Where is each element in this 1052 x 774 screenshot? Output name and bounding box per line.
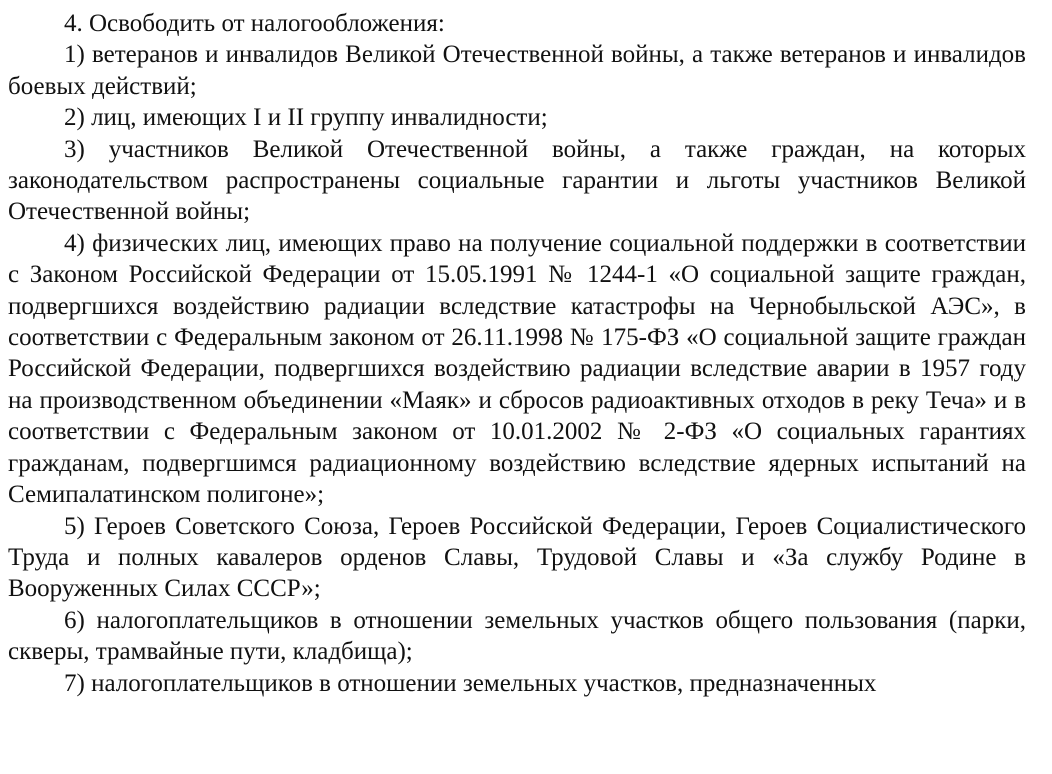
- list-item: 6) налогоплательщиков в отношении земельных участков общего пользования (парки, скверы, трамвайные пути, кладбища);: [8, 606, 1026, 666]
- list-item: 7) налогоплательщиков в отношении земельных участков, предназначенных: [64, 669, 877, 697]
- section-heading: 4. Освободить от налогообложения:: [64, 10, 445, 37]
- list-item: 4) физических лиц, имеющих право на получение социальной поддержки в соответствии с Законом Российской Федерации от 15.05.1991 № 1244-1 «О социальной защите граждан, подвергшихся воздействию радиации вследствие катастрофы на Чернобыльской АЭС», в соответствии с Федеральным законом от 26.11.1998 № 175-ФЗ «О социальной защите граждан Российской Федерации, подвергшихся воздействию радиации вследствие аварии в 1957 году на производственном объединении «Маяк» и сбросов радиоактивных отходов в реку Теча» и в соответствии с Федеральным законом от 10.01.2002 № 2-ФЗ «О социальных гарантиях гражданам, подвергшимся радиационному воздействию вследствие ядерных испытаний на Семипалатинском полигоне»;: [8, 229, 1026, 509]
- list-item: 2) лиц, имеющих I и II группу инвалидности;: [64, 104, 548, 132]
- list-item: 3) участников Великой Отечественной войны, а также граждан, на которых законодательством распространены социальные гарантии и льготы участников Великой Отечественной войны;: [8, 135, 1026, 226]
- list-item: 1) ветеранов и инвалидов Великой Отечественной войны, а также ветеранов и инвалидов боевых действий;: [8, 41, 1026, 100]
- list-item: 5) Героев Советского Союза, Героев Российской Федерации, Героев Социалистического Труда и полных кавалеров орденов Славы, Трудовой Славы и «За службу Родине в Вооруженных Силах СССР»;: [8, 512, 1026, 603]
